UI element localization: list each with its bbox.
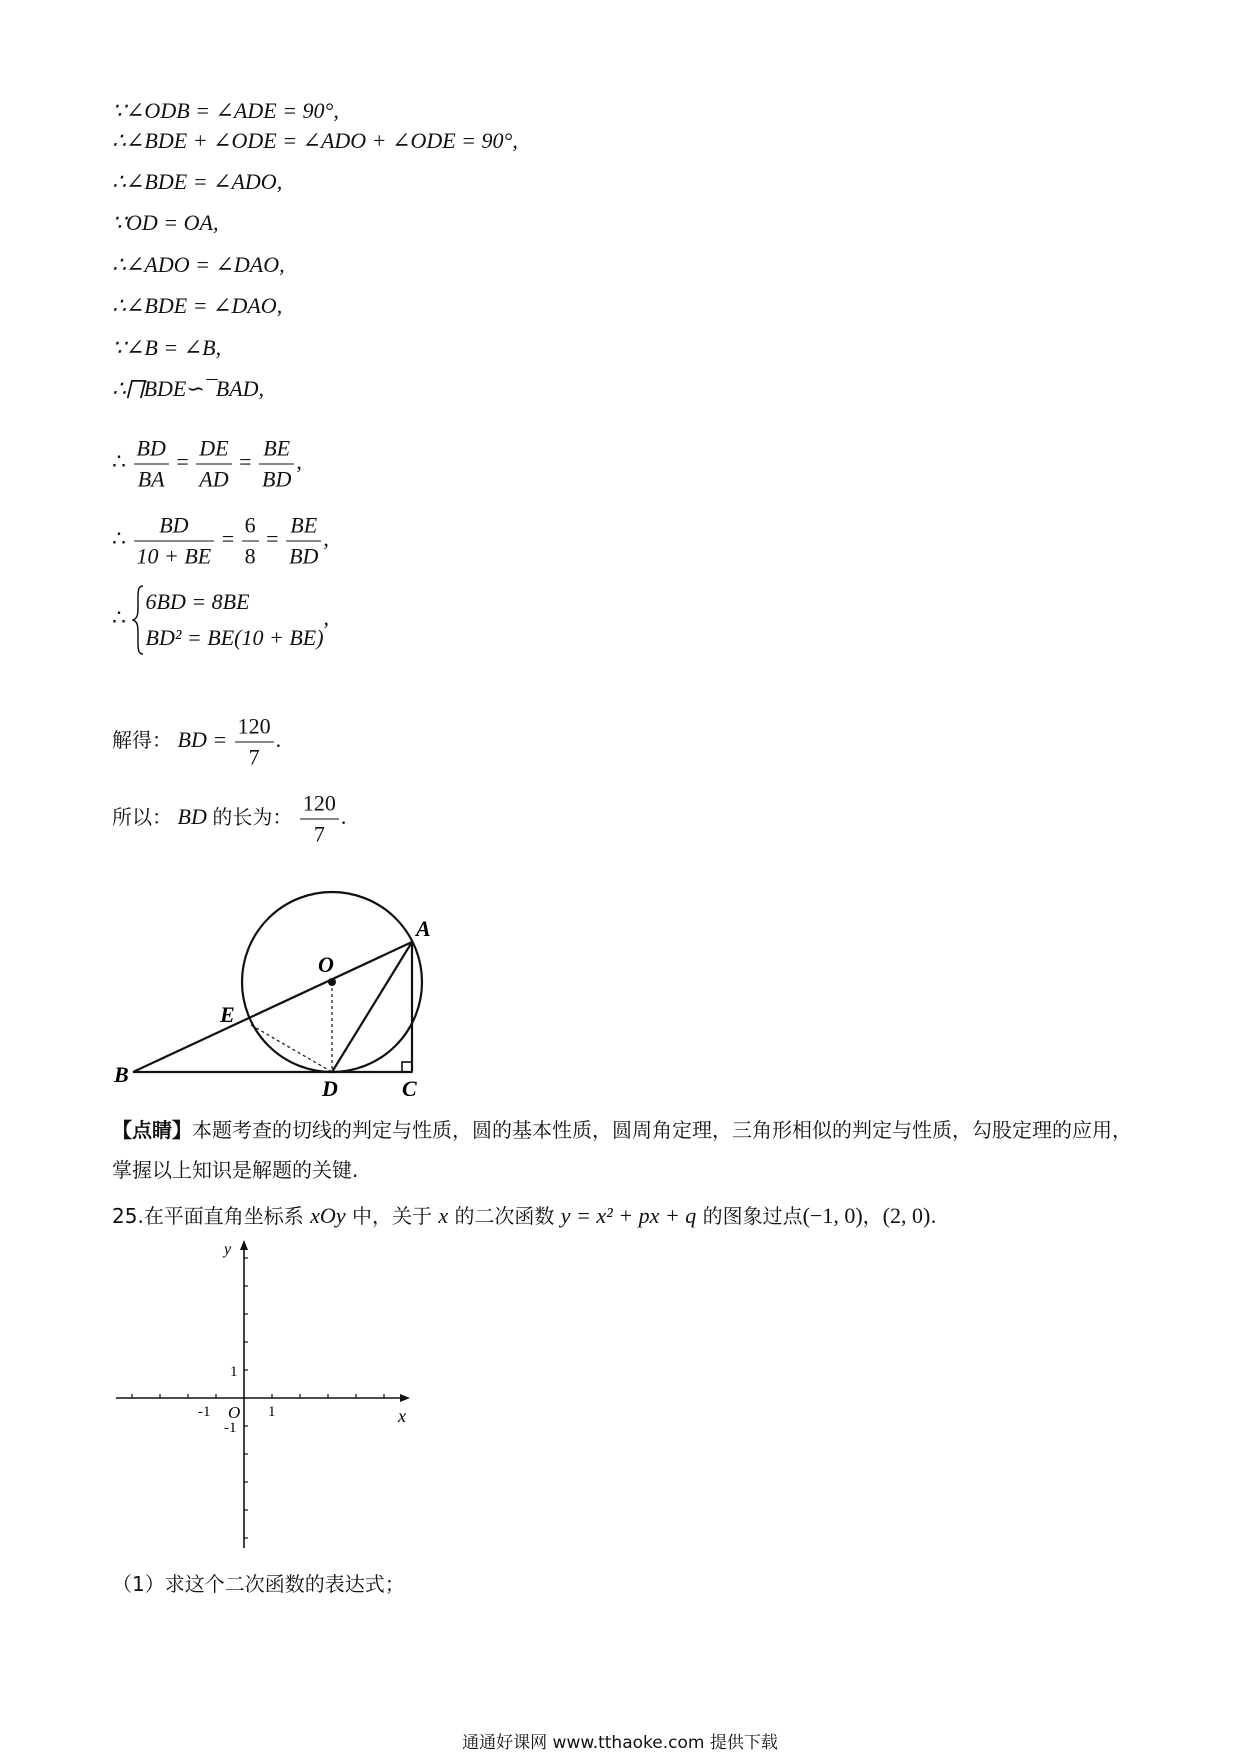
ratio-equation-1: ∴ $\frac{BD}{BA}$ = $\frac{DE}{AD}$ = $\frac{BE}{BD}$ , [112, 434, 302, 495]
tick-label-x-neg-1: -1 [198, 1404, 211, 1420]
problem-text: 的二次函数 [454, 1204, 555, 1228]
problem-text: 的图象过点 [702, 1204, 803, 1228]
numerator: 120 [300, 789, 339, 820]
denominator: 7 [248, 744, 260, 770]
part-1-question: （1）求这个二次函数的表达式； [112, 1572, 405, 1596]
fraction-120-7 [235, 712, 274, 773]
step-6: ∴∠BDE = ∠DAO, [112, 293, 283, 318]
y-arrow-icon [240, 1240, 248, 1250]
coordinate-axes [100, 1236, 420, 1556]
y-axis-label: y [224, 1241, 232, 1258]
denominator: BD [289, 543, 319, 569]
answer-line [112, 789, 346, 850]
step-5: ∴∠ADO = ∠DAO, [112, 252, 285, 277]
therefore-symbol: ∴ [112, 605, 126, 631]
period: . [930, 1204, 937, 1228]
system-brace-block [132, 584, 324, 656]
comma: , [323, 526, 329, 552]
tick-label-y-neg-1: -1 [224, 1420, 237, 1436]
label-a: A [416, 916, 431, 941]
numerator: 120 [235, 712, 274, 743]
point-2: (2, 0) [882, 1203, 931, 1228]
problem-25-statement [112, 1196, 1132, 1236]
step-4: ∵OD = OA, [112, 210, 219, 235]
fraction-bd-10-be [134, 511, 215, 572]
solve-label: 解得： [112, 728, 172, 753]
quadratic-function: y = x² + px + q [560, 1203, 697, 1228]
answer-text: 的长为： [212, 805, 293, 830]
label-o: O [318, 952, 334, 977]
fraction-120-7 [300, 789, 339, 850]
denominator: BD [262, 466, 292, 492]
answer-variable: BD [177, 804, 207, 830]
ratio-equation-2: ∴ $\frac{BD}{10 + BE}$ = $\frac{6}{8}$ = $\frac{BE}{BD}$ , [112, 511, 329, 572]
fraction-bd-ba [134, 434, 169, 495]
step-3: ∴∠BDE = ∠ADO, [112, 169, 283, 194]
comment-tag: 【点睛】 [112, 1118, 192, 1142]
numerator: BE [259, 434, 294, 465]
system-row-2: BD² = BE(10 + BE) [145, 625, 324, 650]
tick-label-y-1: 1 [230, 1364, 238, 1380]
denominator: AD [199, 466, 229, 492]
fraction-de-ad [196, 434, 231, 495]
right-angle-icon [402, 1062, 412, 1072]
solve-line [112, 712, 281, 773]
problem-text: 在平面直角坐标系 [143, 1204, 304, 1228]
geometry-figure [100, 890, 460, 1100]
period: . [275, 727, 282, 753]
comment-text: 本题考查的切线的判定与性质，圆的基本性质，圆周角定理，三角形相似的判定与性质，勾股定理的应用，掌握以上知识是解题的关键. [112, 1118, 1132, 1182]
denominator: 7 [313, 821, 325, 847]
step-1: ∵∠ODB = ∠ADE = 90°, [112, 98, 339, 123]
fraction-6-8 [242, 511, 259, 572]
comma: , [323, 605, 330, 631]
fraction-be-bd [259, 434, 294, 495]
line-ed-dashed [251, 1025, 332, 1072]
x-arrow-icon [400, 1394, 410, 1402]
label-b: B [114, 1062, 129, 1087]
period: . [340, 804, 347, 830]
numerator: 6 [242, 511, 259, 542]
denominator: 8 [244, 543, 256, 569]
line-ba [133, 942, 412, 1072]
therefore-symbol: ∴ [112, 449, 126, 475]
step-7: ∵∠B = ∠B, [112, 335, 222, 360]
origin-label: O [228, 1403, 241, 1422]
coordinate-system-name: xOy [310, 1203, 346, 1228]
label-e: E [220, 1002, 235, 1027]
step-8: ∴⨅BDE∽¯BAD, [112, 376, 265, 401]
footer-watermark: 通通好课网 www.tthaoke.com 提供下载 [462, 1733, 778, 1753]
x-axis-label: x [398, 1406, 406, 1426]
problem-number: 25. [112, 1204, 144, 1228]
problem-text: 中，关于 [351, 1204, 432, 1228]
tick-label-x-1: 1 [268, 1404, 276, 1420]
step-2: ∴∠BDE + ∠ODE = ∠ADO + ∠ODE = 90°, [112, 128, 518, 153]
center-point-o [328, 978, 336, 986]
numerator: DE [196, 434, 231, 465]
numerator: BD [134, 434, 169, 465]
denominator: 10 + BE [136, 543, 212, 569]
comment-paragraph [112, 1110, 1132, 1190]
separator: ， [862, 1204, 883, 1228]
numerator: BD [134, 511, 215, 542]
point-1: (−1, 0) [802, 1203, 863, 1228]
left-brace-icon [132, 584, 144, 656]
label-c: C [402, 1076, 417, 1100]
equation-system [112, 584, 329, 656]
numerator: BE [286, 511, 321, 542]
therefore-symbol: ∴ [112, 526, 126, 552]
fraction-be-bd [286, 511, 321, 572]
system-row-1: 6BD = 8BE [145, 589, 250, 614]
label-d: D [322, 1076, 338, 1100]
variable-x: x [438, 1203, 449, 1228]
denominator: BA [137, 466, 165, 492]
answer-label: 所以： [112, 805, 172, 830]
comma: , [296, 449, 302, 475]
solve-lhs: BD = [177, 727, 228, 753]
